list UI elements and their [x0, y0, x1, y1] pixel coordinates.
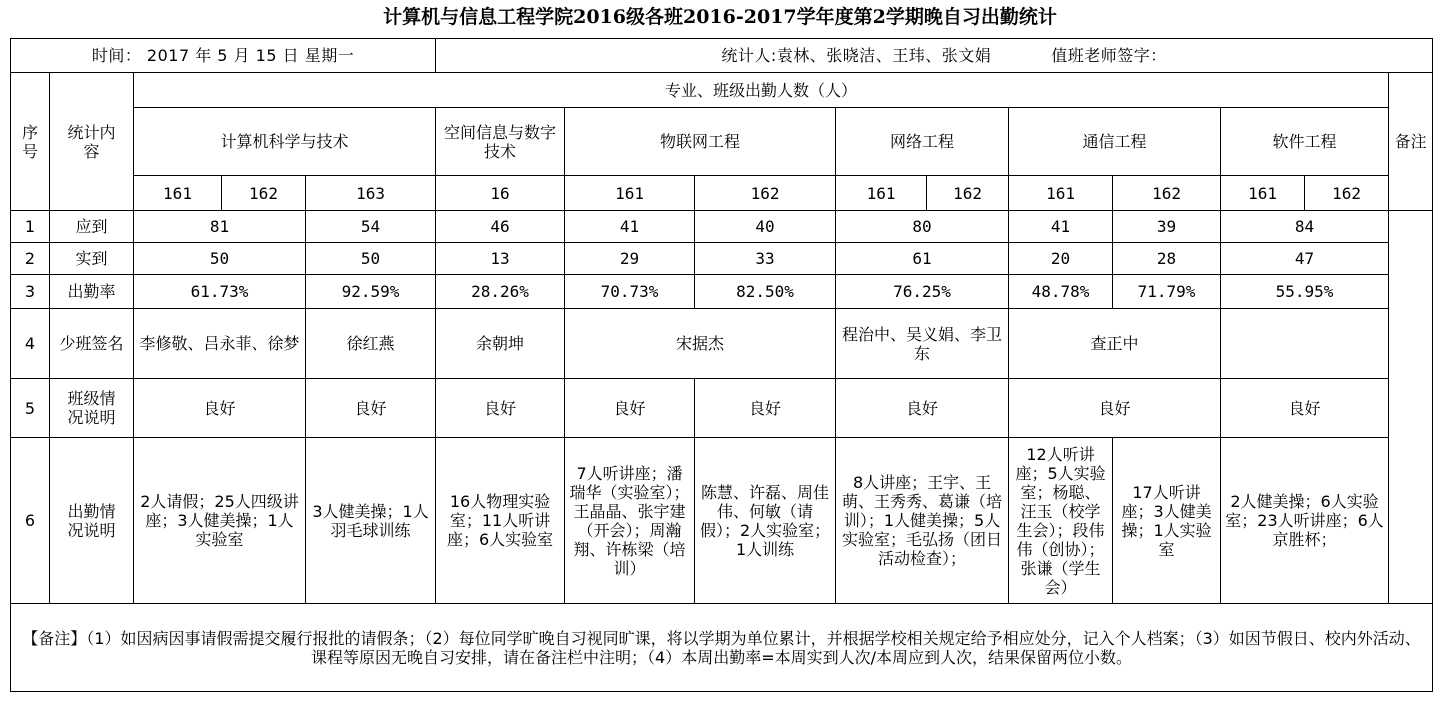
absent-cell: 宋据杰 [565, 309, 836, 379]
remark-header: 备注 [1389, 73, 1433, 211]
status-cell: 良好 [1221, 379, 1389, 438]
explain-cell: 7人听讲座；潘瑞华（实验室）；王晶晶、张宇建（开会）；周瀚翔、许栋梁（培训） [565, 438, 695, 604]
row-status [11, 379, 1433, 438]
class-cell: 161 [565, 176, 695, 211]
rate-cell: 82.50% [695, 275, 836, 309]
value-cell: 50 [134, 243, 306, 275]
content-header: 统计内容 [50, 73, 134, 211]
value-cell: 29 [565, 243, 695, 275]
row-label: 少班签名 [50, 309, 134, 379]
rate-cell: 55.95% [1221, 275, 1389, 309]
row-due [11, 211, 1433, 243]
row-label: 实到 [50, 243, 134, 275]
counter-cell [436, 39, 1433, 73]
value-cell: 80 [836, 211, 1009, 243]
status-cell: 良好 [436, 379, 565, 438]
rate-cell: 61.73% [134, 275, 306, 309]
explain-cell: 陈慧、许磊、周佳伟、何敏（请假）；2人实验室；1人训练 [695, 438, 836, 604]
major-cs: 计算机科学与技术 [134, 108, 436, 176]
status-cell: 良好 [695, 379, 836, 438]
absent-cell: 徐红燕 [306, 309, 436, 379]
page-title: 计算机与信息工程学院2016级各班2016-2017学年度第2学期晚自习出勤统计 [383, 6, 1057, 28]
explain-cell: 2人健美操；6人实验室；23人听讲座；6人京胜杯； [1221, 438, 1389, 604]
value-cell: 39 [1113, 211, 1221, 243]
row-label: 应到 [50, 211, 134, 243]
value-cell: 54 [306, 211, 436, 243]
value-cell: 33 [695, 243, 836, 275]
value-cell: 41 [565, 211, 695, 243]
status-cell: 良好 [565, 379, 695, 438]
value-cell: 41 [1009, 211, 1113, 243]
class-cell: 161 [836, 176, 927, 211]
note-row [11, 604, 1433, 692]
class-cell: 161 [1009, 176, 1113, 211]
explain-cell: 8人讲座；王宇、王萌、王秀秀、葛谦（培训）；1人健美操；5人实验室；毛弘扬（团日活动检查）； [836, 438, 1009, 604]
class-cell: 16 [436, 176, 565, 211]
status-cell: 良好 [306, 379, 436, 438]
value-cell: 13 [436, 243, 565, 275]
explain-cell: 12人听讲座；5人实验室；杨聪、汪玉（校学生会）；段伟伟（创协）；张谦（学生会） [1009, 438, 1113, 604]
absent-cell: 李修敬、吕永菲、徐梦 [134, 309, 306, 379]
class-cell: 161 [134, 176, 222, 211]
value-cell: 81 [134, 211, 306, 243]
value-cell: 40 [695, 211, 836, 243]
row-label: 出勤情况说明 [50, 438, 134, 604]
value-cell: 46 [436, 211, 565, 243]
row-number: 3 [11, 275, 50, 309]
explain-cell: 17人听讲座；3人健美操；1人实验室 [1113, 438, 1221, 604]
value-cell: 84 [1221, 211, 1389, 243]
rate-cell: 71.79% [1113, 275, 1221, 309]
absent-cell [1221, 309, 1389, 379]
class-cell: 161 [1221, 176, 1305, 211]
class-cell: 162 [1113, 176, 1221, 211]
row-number: 2 [11, 243, 50, 275]
teacher-sign-label: 值班老师签字： [1051, 46, 1167, 65]
row-number: 1 [11, 211, 50, 243]
class-cell: 163 [306, 176, 436, 211]
seq-header: 序号 [11, 73, 50, 211]
rate-cell: 28.26% [436, 275, 565, 309]
header-row-classes [11, 176, 1433, 211]
remark-cell [1389, 211, 1433, 604]
row-label: 出勤率 [50, 275, 134, 309]
header-row-majors [11, 108, 1433, 176]
row-explain [11, 438, 1433, 604]
time-cell: 时间： 2017 年 5 月 15 日 星期一 [11, 39, 436, 73]
counter-text: 统计人:袁林、张晓洁、王玮、张文娟 [721, 46, 992, 65]
rate-cell: 48.78% [1009, 275, 1113, 309]
status-cell: 良好 [1009, 379, 1221, 438]
header-row-1 [11, 73, 1433, 108]
major-software: 软件工程 [1221, 108, 1389, 176]
major-network: 网络工程 [836, 108, 1009, 176]
status-cell: 良好 [836, 379, 1009, 438]
rate-cell: 76.25% [836, 275, 1009, 309]
class-cell: 162 [927, 176, 1009, 211]
info-row [11, 39, 1433, 73]
value-cell: 50 [306, 243, 436, 275]
row-actual [11, 243, 1433, 275]
class-cell: 162 [695, 176, 836, 211]
row-number: 5 [11, 379, 50, 438]
value-cell: 47 [1221, 243, 1389, 275]
rate-cell: 92.59% [306, 275, 436, 309]
major-spatial-info: 空间信息与数字技术 [436, 108, 565, 176]
note-text: 【备注】（1）如因病因事请假需提交履行报批的请假条；（2）每位同学旷晚自习视同旷课，将以学期为单位累计，并根据学校相关规定给予相应处分，记入个人档案；（3）如因节假日、校内外活动、课程等原因无晚自习安排，请在备注栏中注明；（4）本周出勤率=本周实到人次/本周应到人次，结果保留两位小数。 [11, 604, 1433, 692]
row-number: 4 [11, 309, 50, 379]
row-rate [11, 275, 1433, 309]
class-cell: 162 [1305, 176, 1389, 211]
attendance-table [10, 38, 1433, 692]
absent-cell: 余朝坤 [436, 309, 565, 379]
value-cell: 61 [836, 243, 1009, 275]
class-cell: 162 [222, 176, 306, 211]
explain-cell: 16人物理实验室；11人听讲座；6人实验室 [436, 438, 565, 604]
group-title: 专业、班级出勤人数（人） [134, 73, 1389, 108]
absent-cell: 查正中 [1009, 309, 1221, 379]
explain-cell: 2人请假；25人四级讲座；3人健美操；1人实验室 [134, 438, 306, 604]
row-number: 6 [11, 438, 50, 604]
rate-cell: 70.73% [565, 275, 695, 309]
value-cell: 28 [1113, 243, 1221, 275]
absent-cell: 程治中、吴义娟、李卫东 [836, 309, 1009, 379]
row-absent [11, 309, 1433, 379]
major-telecom: 通信工程 [1009, 108, 1221, 176]
value-cell: 20 [1009, 243, 1113, 275]
row-label: 班级情况说明 [50, 379, 134, 438]
status-cell: 良好 [134, 379, 306, 438]
major-iot: 物联网工程 [565, 108, 836, 176]
explain-cell: 3人健美操；1人羽毛球训练 [306, 438, 436, 604]
